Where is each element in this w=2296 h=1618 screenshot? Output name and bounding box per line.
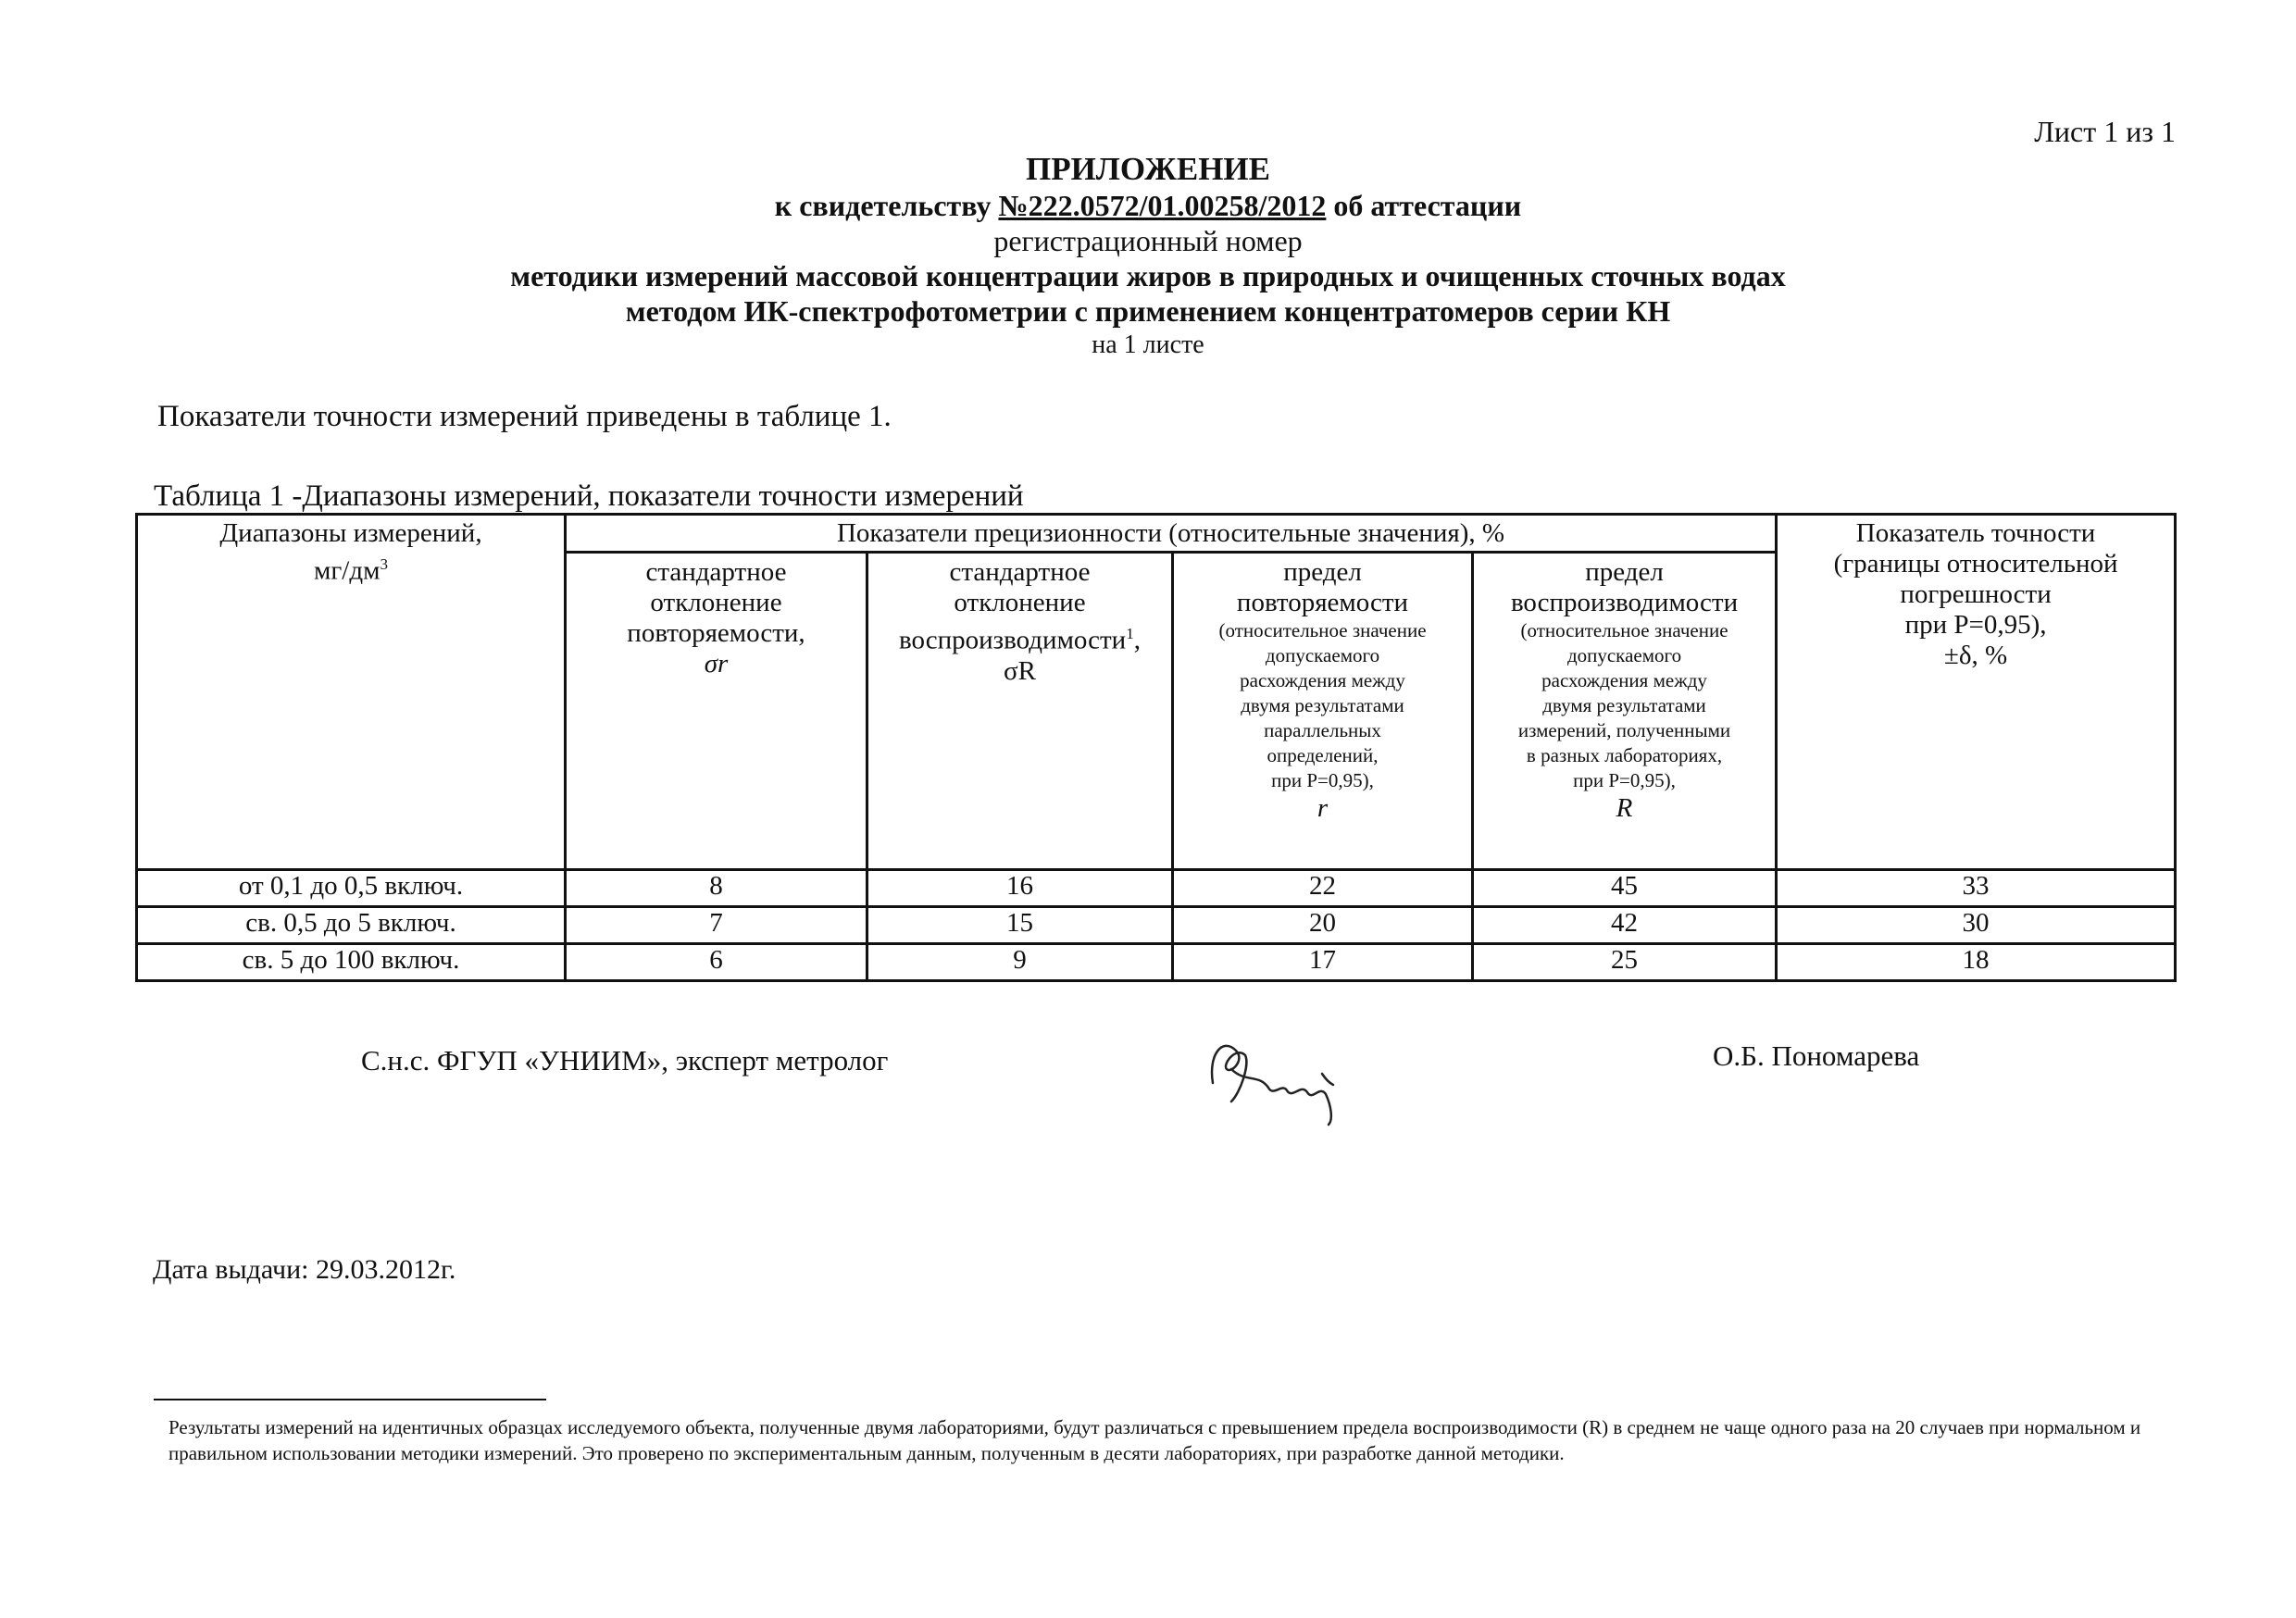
cell-range: от 0,1 до 0,5 включ. — [137, 870, 566, 907]
cell-sR: 16 — [867, 870, 1173, 907]
cell-sR: 15 — [867, 907, 1173, 944]
certificate-number: №222.0572/01.00258/2012 — [998, 189, 1327, 222]
table-row — [137, 944, 2176, 981]
header-sd-repeatability: стандартное отклонение повторяемости, σr — [566, 553, 867, 870]
header-accuracy: Показатель точности (границы относительной погрешности при Р=0,95), ±δ, % — [1777, 515, 2176, 870]
table-header-row — [137, 515, 2176, 553]
range-unit: $мг/дм^3$ — [314, 555, 388, 586]
table-caption: Таблица 1 -Диапазоны измерений, показатели точности измерений — [154, 479, 1024, 513]
cert-suffix: об аттестации — [1333, 189, 1522, 222]
method-title-line2: методом ИК-спектрофотометрии с применением концентратомеров серии КН — [625, 294, 1671, 328]
intro-text: Показатели точности измерений приведены в таблице 1. — [157, 400, 892, 433]
registration-label: регистрационный номер — [993, 224, 1303, 257]
header-sd-reproducibility: стандартное отклонение воспроизводимости$^1$, σR — [867, 553, 1173, 870]
cell-sr: 8 — [566, 870, 867, 907]
cert-prefix: к свидетельству — [774, 189, 992, 222]
table-row — [137, 907, 2176, 944]
symbol-sigma-r: σr — [704, 649, 729, 678]
header-precision-group: Показатели прецизионности (относительные значения), % — [566, 515, 1777, 553]
signer-name: О.Б. Пономарева — [1713, 1039, 1920, 1072]
cell-r: 22 — [1173, 870, 1473, 907]
cell-R: 25 — [1473, 944, 1777, 981]
appendix-title: ПРИЛОЖЕНИЕ — [1025, 151, 1270, 187]
signature-image — [1194, 1018, 1379, 1129]
symbol-r: r — [1316, 793, 1329, 823]
symbol-sigma-R: σR — [1004, 655, 1036, 686]
header-reproducibility-limit: предел воспроизводимости (относительное значение допускаемого расхождения между двумя результатами измерений, полученными в разных лабораториях, при Р=0,95), R — [1473, 553, 1777, 870]
table-row — [137, 870, 2176, 907]
document-header — [0, 151, 2296, 362]
symbol-R: R — [1616, 793, 1633, 823]
signer-title: С.н.с. ФГУП «УНИИМ», эксперт метролог — [361, 1044, 889, 1077]
method-title-line1: методики измерений массовой концентрации жиров в природных и очищенных сточных водах — [510, 259, 1786, 292]
cell-delta: 30 — [1777, 907, 2176, 944]
header-range — [137, 515, 566, 870]
issue-date: Дата выдачи: 29.03.2012г. — [153, 1254, 456, 1285]
cell-delta: 18 — [1777, 944, 2176, 981]
cell-r: 20 — [1173, 907, 1473, 944]
certificate-line — [0, 188, 2296, 223]
cell-sr: 6 — [566, 944, 867, 981]
sheet-number: Лист 1 из 1 — [2034, 115, 2176, 148]
cell-r: 17 — [1173, 944, 1473, 981]
cell-R: 45 — [1473, 870, 1777, 907]
cell-delta: 33 — [1777, 870, 2176, 907]
cell-range: св. 5 до 100 включ. — [137, 944, 566, 981]
cell-range: св. 0,5 до 5 включ. — [137, 907, 566, 944]
cell-R: 42 — [1473, 907, 1777, 944]
range-label: Диапазоны измерений, — [219, 518, 482, 548]
cell-sr: 7 — [566, 907, 867, 944]
accuracy-table — [135, 513, 2177, 982]
footnote: Результаты измерений на идентичных образцах исследуемого объекта, полученные двумя лабораториями, будут различаться с превышением предела воспроизводимости (R) в среднем не чаще одного раза на 20 случаев при нормальном и правильном использовании методики измерений. Это проверено по экспериментальным данным, полученным в десяти лабораториях, при разработке данной методики. — [168, 1416, 2141, 1464]
header-repeatability-limit: предел повторяемости (относительное значение допускаемого расхождения между двумя результатами параллельных определений, при Р=0,95), r — [1173, 553, 1473, 870]
cell-sR: 9 — [867, 944, 1173, 981]
footnote-separator — [154, 1399, 546, 1400]
pages-count: на 1 листе — [1092, 330, 1204, 359]
